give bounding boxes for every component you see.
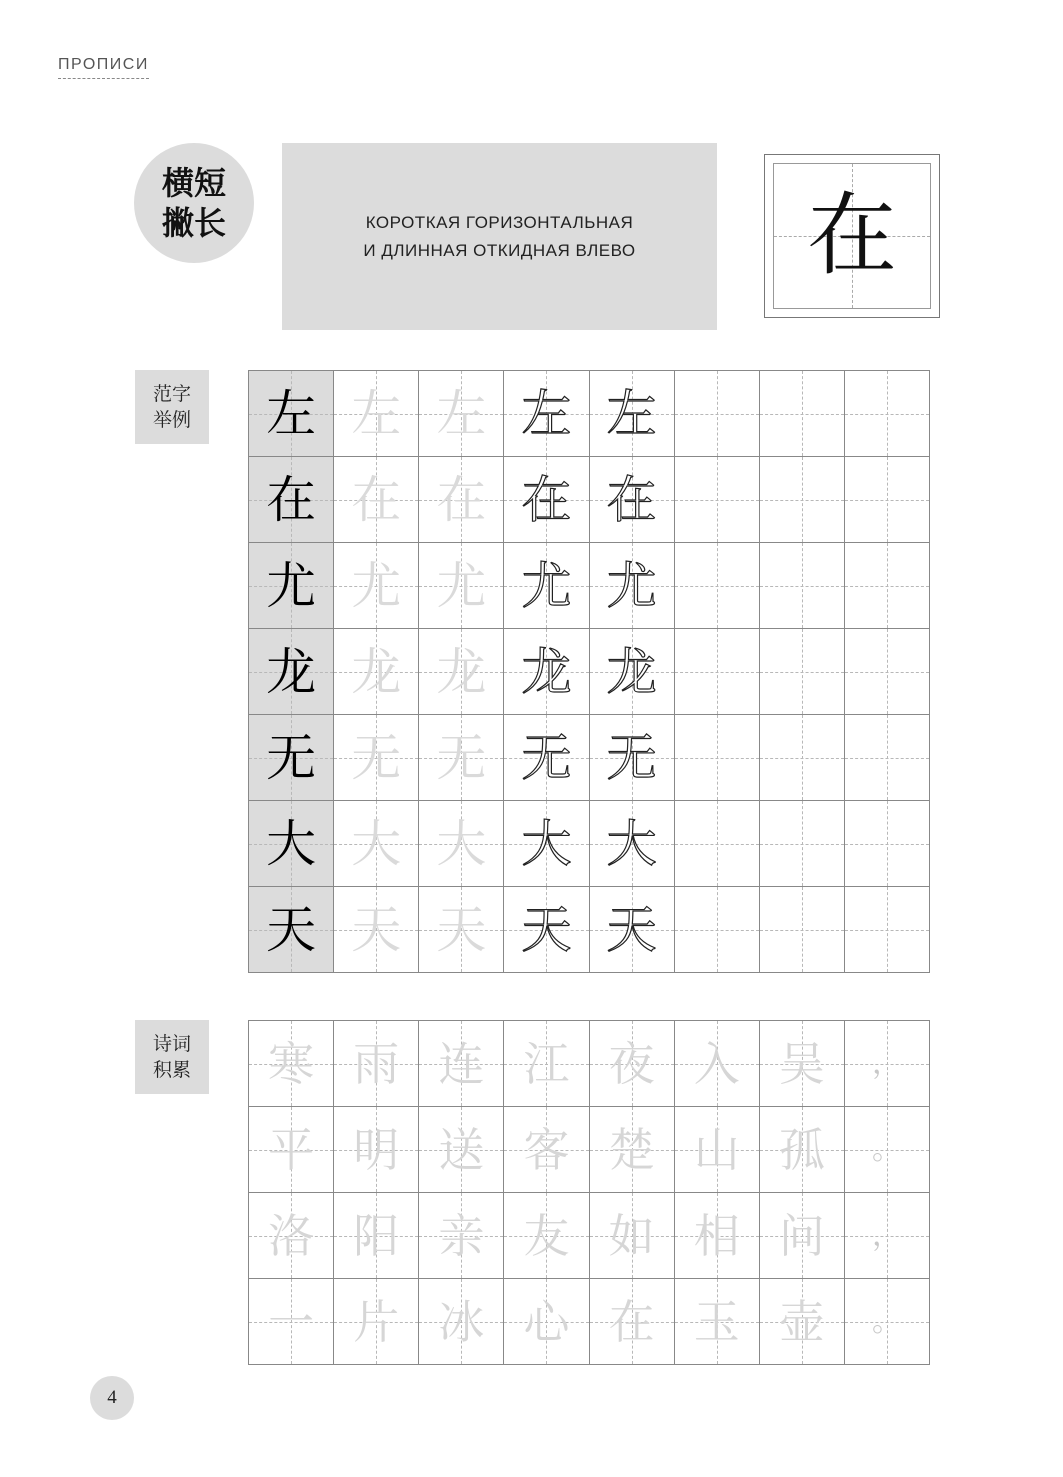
outline-cell[interactable] — [590, 801, 675, 887]
model-character-cell[interactable] — [249, 629, 334, 715]
practice-row — [249, 629, 930, 715]
writing-cell[interactable] — [760, 457, 845, 543]
grid-character: 夜 — [608, 1036, 655, 1091]
poem-section-tag — [135, 1020, 209, 1094]
poem-trace-cell[interactable] — [249, 1193, 334, 1279]
poem-grid — [248, 1020, 930, 1365]
writing-cell[interactable] — [675, 887, 760, 973]
poem-row — [249, 1193, 930, 1279]
grid-character: 无 — [436, 728, 487, 787]
trace-cell[interactable] — [334, 801, 419, 887]
poem-trace-cell[interactable] — [760, 1193, 845, 1279]
grid-character: 天 — [521, 900, 572, 959]
poem-trace-cell[interactable] — [419, 1279, 504, 1365]
outline-cell[interactable] — [504, 543, 589, 629]
writing-cell[interactable] — [760, 801, 845, 887]
trace-cell[interactable] — [419, 801, 504, 887]
grid-character: 在 — [608, 1294, 655, 1349]
grid-character: 左 — [606, 384, 657, 443]
outline-cell[interactable] — [590, 543, 675, 629]
punctuation-cell[interactable] — [845, 1107, 930, 1193]
trace-cell[interactable] — [419, 887, 504, 973]
poem-row — [249, 1107, 930, 1193]
grid-character: 天 — [606, 900, 657, 959]
grid-character: 楚 — [608, 1122, 655, 1177]
stroke-badge — [134, 143, 254, 263]
writing-cell[interactable] — [675, 629, 760, 715]
rule-description-line2: И ДЛИННАЯ ОТКИДНАЯ ВЛЕВО — [363, 240, 636, 260]
poem-trace-cell[interactable] — [334, 1279, 419, 1365]
grid-character: 大 — [351, 814, 402, 873]
grid-character: ， — [871, 1045, 902, 1081]
writing-cell[interactable] — [845, 715, 930, 801]
trace-cell[interactable] — [419, 371, 504, 457]
outline-cell[interactable] — [590, 887, 675, 973]
poem-trace-cell[interactable] — [249, 1279, 334, 1365]
trace-cell[interactable] — [334, 715, 419, 801]
sample-character: 在 — [807, 183, 897, 288]
punctuation-cell[interactable] — [845, 1021, 930, 1107]
grid-character: 连 — [438, 1036, 485, 1091]
grid-character: 心 — [523, 1294, 570, 1349]
practice-row — [249, 543, 930, 629]
trace-cell[interactable] — [334, 371, 419, 457]
grid-character: 寒 — [268, 1036, 315, 1091]
stroke-badge-line1: 横短 — [161, 164, 226, 202]
trace-cell[interactable] — [334, 457, 419, 543]
grid-character: 无 — [521, 728, 572, 787]
grid-character: 雨 — [353, 1036, 400, 1091]
writing-cell[interactable] — [845, 887, 930, 973]
grid-character: 洛 — [268, 1208, 315, 1263]
grid-character: 大 — [606, 814, 657, 873]
grid-character: 龙 — [266, 642, 317, 701]
writing-cell[interactable] — [845, 371, 930, 457]
grid-character: 无 — [606, 728, 657, 787]
practice-row — [249, 715, 930, 801]
practice-row — [249, 457, 930, 543]
sample-grid — [773, 163, 931, 309]
outline-cell[interactable] — [504, 457, 589, 543]
sample-character-box — [764, 154, 940, 318]
page-number: 4 — [90, 1376, 134, 1420]
poem-trace-cell[interactable] — [504, 1021, 589, 1107]
outline-cell[interactable] — [504, 371, 589, 457]
outline-cell[interactable] — [590, 629, 675, 715]
practice-row — [249, 371, 930, 457]
writing-cell[interactable] — [760, 629, 845, 715]
writing-cell[interactable] — [675, 457, 760, 543]
grid-character: 左 — [436, 384, 487, 443]
poem-trace-cell[interactable] — [760, 1107, 845, 1193]
grid-character: 玉 — [693, 1294, 740, 1349]
grid-character: 。 — [871, 1303, 902, 1339]
poem-trace-cell[interactable] — [419, 1021, 504, 1107]
grid-character: 在 — [351, 470, 402, 529]
writing-cell[interactable] — [760, 715, 845, 801]
poem-trace-cell[interactable] — [419, 1107, 504, 1193]
grid-character: 平 — [268, 1122, 315, 1177]
practice-tag-line1: 范字 — [152, 383, 191, 405]
stroke-badge-line2: 撇长 — [161, 204, 226, 242]
writing-cell[interactable] — [845, 801, 930, 887]
poem-trace-cell[interactable] — [675, 1107, 760, 1193]
grid-character: 明 — [353, 1122, 400, 1177]
poem-trace-cell[interactable] — [419, 1193, 504, 1279]
trace-cell[interactable] — [419, 715, 504, 801]
writing-cell[interactable] — [760, 371, 845, 457]
grid-character: 入 — [693, 1036, 740, 1091]
grid-character: 孤 — [778, 1122, 825, 1177]
grid-character: 送 — [438, 1122, 485, 1177]
poem-trace-cell[interactable] — [334, 1021, 419, 1107]
poem-trace-cell[interactable] — [675, 1193, 760, 1279]
poem-trace-cell[interactable] — [504, 1279, 589, 1365]
poem-trace-cell[interactable] — [760, 1021, 845, 1107]
model-character-cell[interactable] — [249, 457, 334, 543]
grid-character: 左 — [521, 384, 572, 443]
trace-cell[interactable] — [419, 457, 504, 543]
grid-character: 天 — [436, 900, 487, 959]
poem-trace-cell[interactable] — [334, 1193, 419, 1279]
grid-character: 尤 — [606, 556, 657, 615]
grid-character: 。 — [871, 1131, 902, 1167]
grid-character: 龙 — [351, 642, 402, 701]
poem-trace-cell[interactable] — [590, 1021, 675, 1107]
writing-cell[interactable] — [845, 457, 930, 543]
rule-description — [282, 143, 717, 330]
grid-character: 吴 — [778, 1036, 825, 1091]
grid-character: 阳 — [353, 1208, 400, 1263]
grid-character: 片 — [353, 1294, 400, 1349]
grid-character: 江 — [523, 1036, 570, 1091]
practice-row — [249, 887, 930, 973]
outline-cell[interactable] — [590, 457, 675, 543]
trace-cell[interactable] — [334, 629, 419, 715]
poem-trace-cell[interactable] — [675, 1021, 760, 1107]
poem-tag-line1: 诗词 — [152, 1033, 191, 1055]
trace-cell[interactable] — [419, 543, 504, 629]
grid-character: 龙 — [521, 642, 572, 701]
grid-character: 山 — [693, 1122, 740, 1177]
writing-cell[interactable] — [675, 801, 760, 887]
model-character-cell[interactable] — [249, 715, 334, 801]
practice-tag-line2: 举例 — [152, 409, 191, 431]
punctuation-cell[interactable] — [845, 1279, 930, 1365]
trace-cell[interactable] — [334, 887, 419, 973]
outline-cell[interactable] — [504, 629, 589, 715]
section-header: ПРОПИСИ — [58, 56, 149, 79]
grid-character: 在 — [266, 470, 317, 529]
grid-character: 大 — [521, 814, 572, 873]
grid-character: 在 — [606, 470, 657, 529]
poem-trace-cell[interactable] — [590, 1193, 675, 1279]
grid-character: 龙 — [606, 642, 657, 701]
outline-cell[interactable] — [590, 715, 675, 801]
trace-cell[interactable] — [419, 629, 504, 715]
model-character-cell[interactable] — [249, 543, 334, 629]
grid-character: 尤 — [351, 556, 402, 615]
model-character-cell[interactable] — [249, 887, 334, 973]
writing-cell[interactable] — [760, 887, 845, 973]
practice-row — [249, 801, 930, 887]
outline-cell[interactable] — [504, 715, 589, 801]
writing-cell[interactable] — [675, 715, 760, 801]
grid-character: 天 — [351, 900, 402, 959]
grid-character: 相 — [693, 1208, 740, 1263]
rule-description-line1: КОРОТКАЯ ГОРИЗОНТАЛЬНАЯ — [365, 212, 634, 232]
poem-tag-line2: 积累 — [152, 1059, 191, 1081]
punctuation-cell[interactable] — [845, 1193, 930, 1279]
grid-character: 无 — [266, 728, 317, 787]
poem-row — [249, 1021, 930, 1107]
grid-character: ， — [871, 1217, 902, 1253]
writing-cell[interactable] — [845, 543, 930, 629]
poem-trace-cell[interactable] — [675, 1279, 760, 1365]
poem-trace-cell[interactable] — [760, 1279, 845, 1365]
grid-character: 大 — [436, 814, 487, 873]
grid-character: 壶 — [778, 1294, 825, 1349]
grid-character: 左 — [266, 384, 317, 443]
writing-cell[interactable] — [845, 629, 930, 715]
poem-trace-cell[interactable] — [249, 1021, 334, 1107]
outline-cell[interactable] — [504, 801, 589, 887]
grid-character: 尤 — [436, 556, 487, 615]
grid-character: 问 — [778, 1208, 825, 1263]
writing-cell[interactable] — [760, 543, 845, 629]
grid-character: 亲 — [438, 1208, 485, 1263]
grid-character: 一 — [268, 1294, 315, 1349]
grid-character: 尤 — [521, 556, 572, 615]
model-character-cell[interactable] — [249, 801, 334, 887]
grid-character: 尤 — [266, 556, 317, 615]
grid-character: 龙 — [436, 642, 487, 701]
grid-character: 友 — [523, 1208, 570, 1263]
model-character-cell[interactable] — [249, 371, 334, 457]
grid-character: 无 — [351, 728, 402, 787]
grid-character: 冰 — [438, 1294, 485, 1349]
grid-character: 左 — [351, 384, 402, 443]
poem-trace-cell[interactable] — [504, 1193, 589, 1279]
grid-character: 在 — [436, 470, 487, 529]
grid-character: 天 — [266, 900, 317, 959]
practice-grid — [248, 370, 930, 973]
writing-cell[interactable] — [675, 371, 760, 457]
grid-character: 在 — [521, 470, 572, 529]
trace-cell[interactable] — [334, 543, 419, 629]
poem-trace-cell[interactable] — [334, 1107, 419, 1193]
poem-trace-cell[interactable] — [504, 1107, 589, 1193]
poem-trace-cell[interactable] — [249, 1107, 334, 1193]
grid-character: 如 — [608, 1208, 655, 1263]
poem-row — [249, 1279, 930, 1365]
poem-trace-cell[interactable] — [590, 1279, 675, 1365]
outline-cell[interactable] — [590, 371, 675, 457]
writing-cell[interactable] — [675, 543, 760, 629]
outline-cell[interactable] — [504, 887, 589, 973]
grid-character: 客 — [523, 1122, 570, 1177]
grid-character: 大 — [266, 814, 317, 873]
practice-section-tag — [135, 370, 209, 444]
poem-trace-cell[interactable] — [590, 1107, 675, 1193]
